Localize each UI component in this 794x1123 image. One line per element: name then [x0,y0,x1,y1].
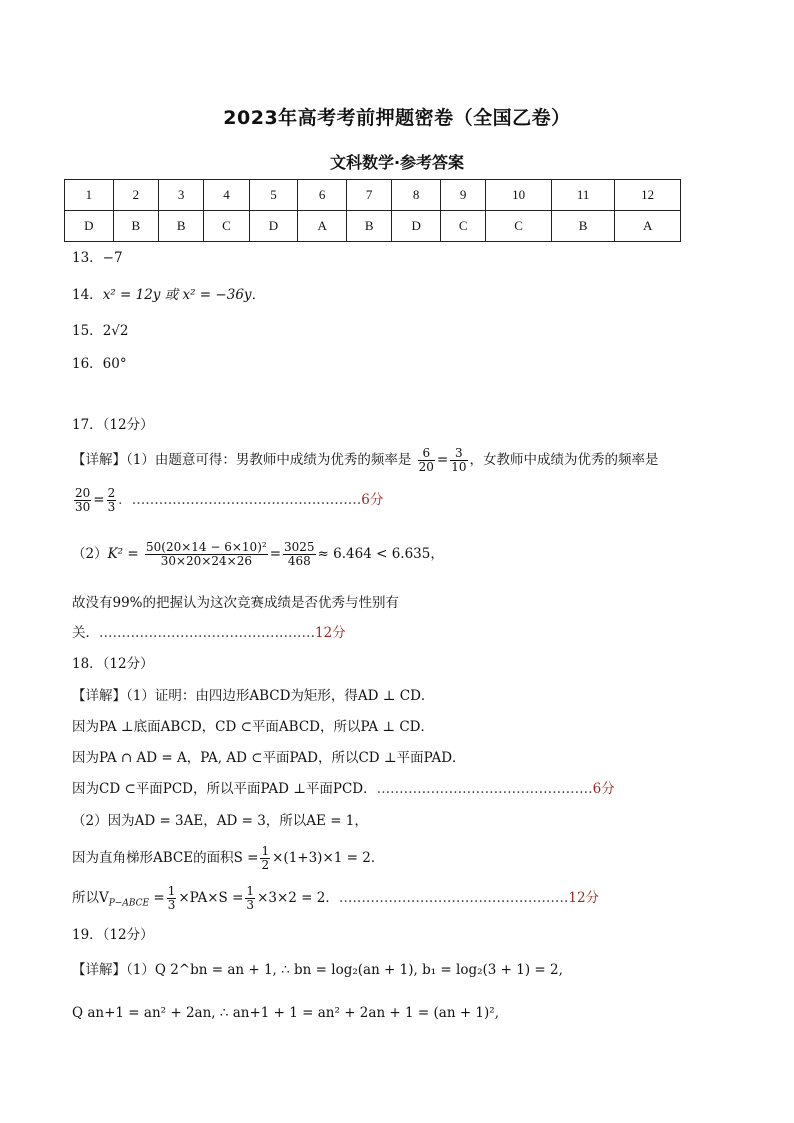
equals: = [93,492,105,508]
q17-line-3-text-a: （2） [72,546,108,562]
answer-cell: A [298,211,347,242]
q18-line-7-text-a: 所以V [72,890,109,906]
fraction [74,487,91,514]
answer-cell: C [441,211,486,242]
numerator: 20 [75,486,91,500]
question-number-cell: 5 [249,180,298,211]
answer-cell: A [615,211,681,242]
question-number-cell: 6 [298,180,347,211]
answer-cell: D [392,211,441,242]
denominator: 2 [261,858,270,872]
k-squared: K² = [107,546,139,562]
equals: = [149,890,165,906]
q18-line-4-text: 因为CD ⊂平面PCD，所以平面PAD ⊥平面PCD． [72,781,377,797]
q19-line-1: 【详解】（1）Q 2^bn = an + 1, ∴ bn = log₂(an + 1), b₁ = log₂(3 + 1) = 2, [72,962,563,978]
score-label: 6分 [592,781,615,797]
answer-cell: B [113,211,158,242]
answer-15-text: 2√2 [102,323,129,339]
question-number-cell: 4 [204,180,249,211]
q17-line-3-text-b: ≈ 6.464 < 6.635， [317,546,444,562]
q18-line-1: 【详解】（1）证明：由四边形ABCD为矩形，得AD ⊥ CD． [72,688,435,704]
fraction [245,885,255,912]
fraction [145,541,268,568]
answer-cell: B [551,211,614,242]
question-number-cell: 8 [392,180,441,211]
numerator: 2 [107,486,116,500]
q19-line-2: Q an+1 = an² + 2an, ∴ an+1 + 1 = an² + 2an + 1 = (an + 1)², [72,1005,499,1021]
question-number-cell: 10 [486,180,552,211]
answer-cell: D [249,211,298,242]
equals: = [269,546,281,562]
numerator: 1 [261,844,270,858]
answer-14 [72,286,265,304]
q17-line-1-text-a: 【详解】（1）由题意可得：男教师中成绩为优秀的频率是 [72,452,412,468]
q17-heading: 17．（12分） [72,417,154,433]
denominator: 30 [75,500,91,514]
q17-line-2 [72,487,383,514]
q18-line-7 [72,885,599,913]
leader-dots: …………………………………………… [338,890,569,906]
page-subtitle: 文科数学·参考答案 [329,153,465,172]
answer-15 [72,322,128,340]
q18-line-2: 因为PA ⊥底面ABCD，CD ⊂平面ABCD，所以PA ⊥ CD． [72,719,435,735]
answer-cell: D [65,211,114,242]
q18-line-6 [72,845,384,872]
numerator: 1 [246,884,255,898]
numerator: 3025 [284,540,315,554]
score-label: 12分 [568,890,600,906]
answer-table-answer-row [65,211,681,242]
question-number-cell: 2 [113,180,158,211]
question-number-cell: 1 [65,180,114,211]
answer-cell: C [204,211,249,242]
q18-line-4 [72,780,615,798]
volume-subscript: P−ABCE [108,898,150,909]
leader-dots: ………………………………………… [99,625,315,641]
equals: = [436,452,449,468]
q18-line-6-text-b: ×(1+3)×1 = 2． [272,850,385,866]
q17-line-5-text: 关． [72,625,99,641]
page-title: 2023年高考考前押题密卷（全国乙卷） [223,107,571,129]
answer-14-text: x² = 12y 或 x² = −36y． [102,287,266,303]
q17-line-4: 故没有99%的把握认为这次竞赛成绩是否优秀与性别有 [72,595,400,611]
fraction [167,885,177,912]
answer-cell: B [347,211,392,242]
q18-line-5: （2）因为AD = 3AE，AD = 3，所以AE = 1， [72,813,368,829]
leader-dots: ．…………………………………………… [118,492,362,508]
numerator: 3 [450,447,467,461]
answer-table [64,179,681,242]
denominator: 3 [107,500,116,514]
q18-heading: 18．（12分） [72,656,154,672]
numerator: 6 [418,447,435,461]
denominator: 30×20×24×26 [160,554,252,568]
answer-16: 16．60° [72,356,127,372]
q17-line-3 [72,541,444,568]
q18-line-3: 因为PA ∩ AD = A，PA, AD ⊂平面PAD，所以CD ⊥平面PAD． [72,750,466,766]
denominator: 20 [418,460,434,474]
denominator: 3 [167,898,176,912]
denominator: 10 [451,460,467,474]
fraction [283,541,316,568]
q17-line-1 [72,447,659,474]
q18-line-7-text-mid: ×PA×S = [178,890,244,906]
denominator: 3 [246,898,255,912]
q18-line-7-text-b: ×3×2 = 2． [257,890,339,906]
question-number-cell: 3 [159,180,204,211]
q18-line-6-text-a: 因为直角梯形ABCE的面积S = [72,850,259,866]
answer-15-label: 15． [72,323,103,339]
fraction [260,845,270,872]
answer-14-label: 14． [72,287,103,303]
q19-heading: 19．（12分） [72,927,154,943]
numerator: 50(20×14 − 6×10)² [146,540,267,554]
fraction [450,447,467,474]
question-number-cell: 9 [441,180,486,211]
q17-line-1-text-b: ，女教师中成绩为优秀的频率是 [469,452,659,468]
question-number-cell: 11 [551,180,614,211]
leader-dots: ………………………………………… [376,781,593,797]
denominator: 468 [287,554,311,568]
numerator: 1 [167,884,176,898]
answer-cell: B [159,211,204,242]
score-label: 6分 [361,492,384,508]
fraction [418,447,435,474]
answer-13: 13．−7 [72,250,123,266]
fraction [107,487,117,514]
q17-line-5 [72,624,346,642]
answer-cell: C [486,211,552,242]
answer-table-number-row [65,180,681,211]
question-number-cell: 12 [615,180,681,211]
score-label: 12分 [315,625,346,641]
question-number-cell: 7 [347,180,392,211]
